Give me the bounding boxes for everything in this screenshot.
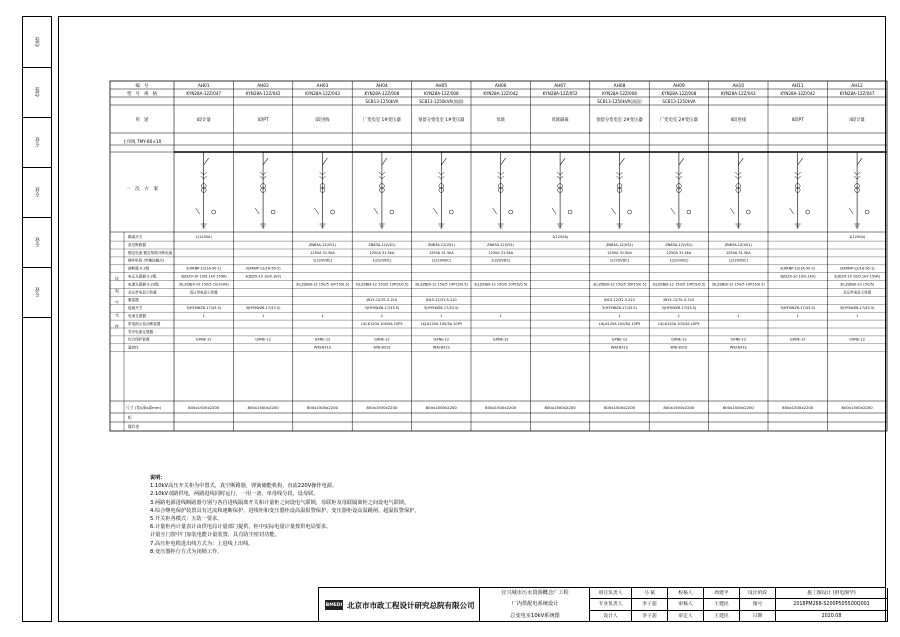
indicator-symbol (212, 210, 216, 214)
row-cell: LXJ-K120A 100/5A 10P5 (420, 321, 462, 326)
row-cell: GXNE-12 (789, 337, 806, 342)
row-cell: 3(HY5WZ6-17/43.5) (661, 306, 697, 311)
earth-switch (671, 208, 675, 214)
company-block (319, 588, 485, 622)
row-cell: 3(LZZBJ9-12 150/5 10P15/0.5) (355, 282, 409, 287)
panel-use: 厂变电室 2#变压器 (660, 118, 698, 123)
row-cell: 1250A 31.5kA (310, 250, 335, 255)
row-cell: 3(HY5WZ6-17/43.5) (423, 306, 459, 311)
note-line: 4.综合继电保护装置具有过流和速断保护、进线柜和变压器柜设高温报警保护、变压器柜设高温跳闸、超温报警保护。 (150, 507, 420, 514)
panel-dims: 800x1500x2200 (603, 405, 636, 410)
title-cell: 设计阶段 (740, 588, 776, 599)
dims-label: 尺寸 (宽x深x高mm) (126, 405, 162, 410)
panel-id: AH08 (613, 84, 626, 89)
panel-id: AH09 (673, 84, 685, 89)
panel-id: AH12 (851, 84, 863, 89)
panel-dims: 800x1500x2200 (841, 405, 873, 410)
row-cell: ZN63A-12(VS1) (368, 242, 396, 247)
vertical-label: 气 (115, 300, 119, 305)
project-block (479, 588, 590, 622)
row-label: 综合保护装置 (128, 337, 150, 342)
indicator-symbol (628, 210, 632, 214)
panel-use: II段进线 (730, 118, 747, 123)
project-name: 宜兴城市污水资源概念厂工程 (501, 590, 569, 596)
note-line: 1.10kV高压开关柜为中置式，真空断路器，弹簧储能机构，直流220V操作电源。 (150, 483, 338, 490)
company-logo-icon: BMEDI (325, 600, 343, 610)
row-cell: 1(1250A) (848, 235, 866, 239)
earth-switch (315, 208, 319, 214)
row-cell: GXNE-12 (671, 337, 687, 342)
vertical-label: 件 (115, 324, 119, 329)
panel-model: KYN28A-12Z/008 (364, 91, 400, 96)
switch-symbol (679, 158, 684, 165)
row-cell: 1250A 31.5kA (369, 250, 395, 255)
title-cell: 校核人 (668, 588, 704, 599)
panel-model: KYN28A-12Z/047 (186, 91, 222, 96)
row-label: 高压带电显示装置 (128, 290, 157, 295)
switch-symbol (323, 158, 328, 165)
title-cell: 图号 (740, 599, 776, 610)
row-cell: 3(LZZBJ9-12 150/5 10P15/0.5) (592, 282, 647, 287)
row-cell: 3(HY5WZ6-17/43.5) (245, 306, 281, 311)
panel-id: AH06 (494, 84, 507, 89)
row-cell: GXNE-12 (433, 337, 450, 342)
row-cell: 1250A 31.5kA (607, 250, 632, 255)
row-cell: GXNE-12 (849, 337, 865, 342)
title-block (318, 587, 886, 622)
row-cell: 3(JDZ9-10 10/0.1kV 15VA) (834, 274, 881, 279)
switch-symbol (620, 158, 625, 165)
title-cell: 马 斌 (632, 588, 668, 599)
row-cell: 1(220VDC) (669, 258, 689, 263)
strip-cell: 专业 (23, 167, 51, 218)
row-cell: JN15-12/31.5-210 (425, 298, 457, 303)
title-cell: 审核人 (668, 599, 704, 610)
row-cell: JN15-12/31.5-210 (663, 298, 695, 303)
row-cell: 1(1250A) (195, 235, 212, 239)
row-cell: 3(HY5WZ6-17/43.5) (780, 306, 816, 311)
panel-id: AH07 (554, 84, 566, 89)
table-border (110, 81, 887, 431)
row-label: 电流互感器 (128, 314, 146, 318)
header-label: 型 号 规 格 (126, 92, 158, 97)
row-cell: 3(JDZ9-10 10/0.1kV 15VA) (180, 274, 227, 279)
row-cell: WXJ-831S (373, 345, 391, 350)
row-cell: 3(HY5WZ6-17/43.5) (186, 306, 222, 311)
note-line: 2.10kV双路供电，两路进线同时运行，一用一备，单母线分段，设母联。 (150, 491, 319, 498)
row-cell: WXJ-831S (611, 345, 628, 350)
panel-model: KYN28A-12Z/042 (483, 91, 519, 96)
row-cell: 3(LZZBJ9-12 150/5 10P15/0.5) (295, 282, 350, 287)
row-cell: WXJ-831S (670, 345, 688, 350)
panel-use: I段PT (257, 118, 269, 123)
row-cell: 1250A 31.5kA (666, 250, 692, 255)
indicator-symbol (449, 210, 453, 214)
switch-symbol (263, 158, 268, 165)
row-cell: ZN63A-12(VS1) (724, 242, 752, 247)
note-line: 5.开关柜各模式：五防一要求。 (150, 516, 223, 523)
switch-symbol (560, 158, 565, 165)
title-cell: 李子超 (632, 599, 668, 610)
panel-use: II段计量 (849, 118, 865, 123)
row-cell: 高压带电显示装置 (843, 290, 872, 295)
panel-transformer: SCB13-1250kVA(预留) (419, 99, 464, 104)
row-cell: 1 (677, 314, 681, 318)
row-cell: GXNE-12 (195, 337, 212, 342)
row-label: 真空断路器 (128, 242, 146, 247)
indicator-symbol (509, 210, 513, 214)
row-cell: JN15-12/31.5-210 (604, 298, 635, 303)
row-cell: 3(XRNP-12/1A-50-1) (186, 266, 222, 271)
row-cell: 3(LZZBJ9-12 150/5 10P15/0.5) (474, 282, 528, 287)
company-name: 北京市市政工程设计研究总院有限公司 (347, 600, 475, 610)
row-label: 额定电流 额定短路开断电流 (128, 250, 173, 255)
switch-symbol (738, 158, 743, 165)
panel-id: AH02 (257, 84, 269, 89)
panel-dims: 800x1500x2200 (188, 405, 220, 410)
panel-use: I段进线 (315, 118, 330, 123)
earth-switch (493, 208, 497, 214)
row-cell: 1(220VDC) (491, 258, 511, 263)
earth-switch (433, 208, 437, 214)
row-cell: LXJ-K120A 100/5A 10P5 (658, 321, 700, 326)
row-cell: 1 (499, 314, 502, 318)
title-grid (589, 588, 888, 622)
row-cell: 3(HY5WZ6-17/43.5) (839, 306, 875, 311)
row-cell: 3(LZZBJ9-12 150/5 10P15/0.5) (711, 282, 765, 287)
panel-model: KYN28A-12Z/047 (839, 91, 875, 96)
note-line: 计量互门窗中门加装电能计量装置，具有防尘密封功能。 (150, 532, 280, 539)
panel-dims: 800x1500x2200 (663, 405, 695, 410)
panel-transformer: SCB13-1250kVA(预留) (597, 99, 642, 104)
vertical-label: 电 (115, 288, 119, 293)
strip-cell: 会签 (23, 67, 51, 118)
panel-model: KYN28A-12Z/008 (423, 91, 459, 96)
panel-transformer: SCB13-1250kVA (662, 99, 696, 104)
title-cell: 2018PM268-S200P505500Q001 (776, 599, 888, 610)
panel-id: AH01 (197, 84, 210, 89)
header-label: 主母线 TMY-80×10 (122, 140, 162, 145)
panel-id: AH11 (791, 84, 804, 89)
strip-cell: 专业 (23, 217, 51, 268)
panel-use: II段PT (791, 118, 804, 123)
panel-transformer: SCB13-1250kVA (365, 99, 399, 104)
note-line: 3.两路电源进线断路器分别与各自进线隔离开关和计量柜之间设电气联锁，母联柜及母联隔离柜之间设电气联锁。 (150, 499, 410, 506)
row-cell: 3(LZZBJ9-10 150/5) (839, 282, 875, 287)
row-cell: ZN63A-12(VS1) (308, 242, 337, 247)
row-cell: 3(JDZ9-10 10/0.1kV) (245, 274, 281, 279)
row-cell: 1 (261, 314, 265, 318)
row-label: 熔断器 0.2级 (128, 266, 150, 271)
row-cell: 1(220VDC) (372, 258, 392, 263)
panel-model: KYN28A-12Z/008 (602, 91, 637, 96)
row-cell: GXNE-12 (492, 337, 509, 342)
earth-switch (730, 208, 734, 214)
row-cell: 1(220VDC) (728, 258, 748, 263)
row-cell: 3(LZZBJ9-12 150/5 10P15/0.5) (414, 282, 468, 287)
panel-model: KYN28A-12Z/043 (305, 91, 340, 96)
row-cell: 1(220VDC) (431, 258, 451, 263)
row-cell: 3(LZZBJ9-10 150/5 10/10VA) (178, 282, 229, 287)
bottom-label: 操作室 (128, 424, 140, 429)
panel-model: KYN28A-12Z/008 (661, 91, 697, 96)
notes-list (150, 482, 420, 556)
panel-dims: 800x1500x2200 (306, 405, 339, 410)
row-cell: ZN63A-12(VS1) (605, 242, 634, 247)
drawing-title: 总变电室10kV系统图 (510, 612, 560, 619)
subproject-name: 厂内供配电系统设计 (511, 601, 559, 608)
title-cell: 审定人 (668, 611, 704, 622)
strip-cell: 专业 (23, 117, 51, 168)
row-cell: 1 (855, 314, 859, 318)
switch-symbol (204, 158, 209, 165)
panel-model: KYN28A-12Z/042 (245, 91, 281, 96)
row-cell: 3(HY5WZ6-17/43.5) (364, 306, 400, 311)
row-cell: 3(HY5WZ6-17/43.5) (602, 306, 637, 311)
panel-use: 预留分变电室 2#变压器 (596, 118, 643, 123)
row-label: 零序电流互感器 (128, 329, 154, 334)
earth-switch (255, 208, 259, 214)
earth-switch (612, 208, 616, 214)
row-cell: LXJ-K120A 100/5A 10P5 (361, 321, 403, 326)
row-label: 隔离开关 (128, 235, 143, 239)
title-cell: 2020.08 (776, 611, 888, 622)
earth-switch (790, 208, 794, 214)
indicator-symbol (390, 210, 394, 214)
title-cell: 设计人 (590, 611, 632, 622)
panel-dims: 800x1500x2200 (366, 405, 398, 410)
row-cell: ZN63A-12(VS1) (487, 242, 515, 247)
panel-use: 厂变电室 1#变压器 (363, 118, 401, 123)
row-cell: WXJ-831S (432, 345, 450, 350)
note-line: 6.计量柜内计量表计由供电局计量部门提供，柜中实际电量计量按供电局要求。 (150, 524, 332, 531)
panel-use: 母联隔离 (551, 118, 569, 123)
row-label: 电流互感器 0.2S级 (128, 282, 159, 287)
bottom-label: 柜 (128, 415, 132, 420)
indicator-symbol (806, 210, 810, 214)
row-cell: 1 (618, 314, 621, 318)
earth-switch (849, 208, 853, 214)
row-cell: 1 (796, 314, 799, 318)
row-cell: 1250A 31.5kA (725, 250, 751, 255)
vertical-label: 元 (115, 312, 119, 317)
row-cell: 3(LZZBJ9-12 150/5 10P15/0.5) (652, 282, 706, 287)
notes-title: 说明： (150, 475, 166, 481)
panel-id: AH10 (732, 84, 745, 89)
row-cell: 1(1250A) (551, 235, 569, 239)
note-line: 7.高压柜电缆进出线方式为：上进线上出线。 (150, 540, 254, 547)
row-cell: GXNE-12 (314, 337, 331, 342)
row-label: 带电指示及闭锁装置 (128, 321, 161, 326)
row-cell: 3(JDZ9-10 10/0.1kV) (779, 274, 816, 279)
indicator-symbol (271, 210, 275, 214)
strip-cell: 专业 (23, 267, 51, 318)
row-label: 避雷器 (128, 298, 139, 303)
title-cell: 王建民 (704, 611, 740, 622)
row-cell: GXNE-12 (374, 337, 390, 342)
title-cell: 周建平 (704, 588, 740, 599)
title-cell: 日期 (740, 611, 776, 622)
row-cell: GXNE-12 (255, 337, 271, 342)
indicator-symbol (746, 210, 750, 214)
row-cell: 1250A 31.5kA (488, 250, 514, 255)
row-cell: 1 (202, 314, 205, 318)
row-cell: WXJ-831S (729, 345, 747, 350)
row-cell: 3(XRNP-12/1A-50-2) (245, 266, 281, 271)
row-cell: 1 (440, 314, 443, 318)
switch-symbol (857, 158, 862, 165)
title-cell: 专业负责人 (590, 599, 632, 610)
row-label: 操作机构 (带辅助触点) (128, 258, 165, 263)
header-label: 编 号 (135, 84, 149, 89)
indicator-symbol (865, 210, 869, 214)
panel-dims: 800x1500x2200 (782, 405, 814, 410)
note-line: 8.变压器柜行方式为闭锁工作。 (150, 548, 223, 555)
panel-use: I段计量 (196, 118, 211, 123)
switch-symbol (382, 158, 387, 165)
row-label: 接地开关 (128, 306, 143, 311)
title-cell: 王建民 (704, 599, 740, 610)
row-cell: JN15-12/31.5-210 (366, 298, 398, 303)
row-cell: 1 (321, 314, 324, 318)
panel-id: AH05 (435, 84, 448, 89)
row-cell: 3(XRNP-12/1A-50-2) (780, 266, 816, 271)
row-cell: 1 (737, 314, 740, 318)
header-label: 一 次 方 案 (125, 187, 159, 192)
panel-dims: 800x1500x2200 (722, 405, 754, 410)
strip-cell: 会签 (23, 17, 51, 68)
earth-switch (374, 208, 378, 214)
row-cell: 1250A 31.5kA (428, 250, 454, 255)
row-cell: 1 (380, 314, 384, 318)
panel-dims: 800x1500x2200 (544, 405, 576, 410)
switch-symbol (441, 158, 446, 165)
row-cell: 1(220VDC) (312, 258, 333, 263)
panel-model: KYN28A-12Z/042 (780, 91, 816, 96)
title-cell: 施工图设计 (供电图学) (776, 588, 888, 599)
title-cell: 项目负责人 (590, 588, 632, 599)
row-cell: ZN63A-12(VS1) (665, 242, 693, 247)
row-cell: ZN63A-12(VS1) (427, 242, 455, 247)
panel-dims: 800x1500x2200 (425, 405, 457, 410)
indicator-symbol (568, 210, 572, 214)
earth-switch (552, 208, 556, 214)
switch-symbol (501, 158, 506, 165)
row-cell: 高压带电显示装置 (189, 290, 218, 295)
row-label: 温控仪 (128, 345, 139, 350)
row-cell: 3(XRNP-12/1A-50-1) (839, 266, 875, 271)
panel-use: 母联 (496, 118, 505, 123)
switch-symbol (798, 158, 803, 165)
vertical-label: 设 (115, 276, 119, 281)
panel-model: KYN28A-12Z/052 (542, 91, 578, 96)
panel-id: AH03 (316, 84, 329, 89)
design-notes (150, 474, 420, 556)
indicator-symbol (331, 210, 335, 214)
row-cell: WXJ-831S (314, 345, 331, 350)
row-cell: 1(220VDC) (609, 258, 630, 263)
row-cell: GXNE-12 (611, 337, 628, 342)
row-cell: GXNE-12 (730, 337, 747, 342)
panel-model: KYN28A-12Z/043 (720, 91, 756, 96)
title-cell: 李子超 (632, 611, 668, 622)
header-label: 用 途 (135, 118, 149, 123)
panel-dims: 800x1500x2200 (247, 405, 279, 410)
row-cell: LXJ-K120A 100/5A 10P5 (598, 321, 641, 326)
panel-dims: 800x1500x2200 (485, 405, 517, 410)
indicator-symbol (687, 210, 691, 214)
panel-id: AH04 (376, 84, 388, 89)
panel-use: 预留分变电室 1#变压器 (418, 118, 465, 123)
earth-switch (196, 208, 200, 214)
row-label: 电压互感器 0.2级 (128, 274, 157, 279)
